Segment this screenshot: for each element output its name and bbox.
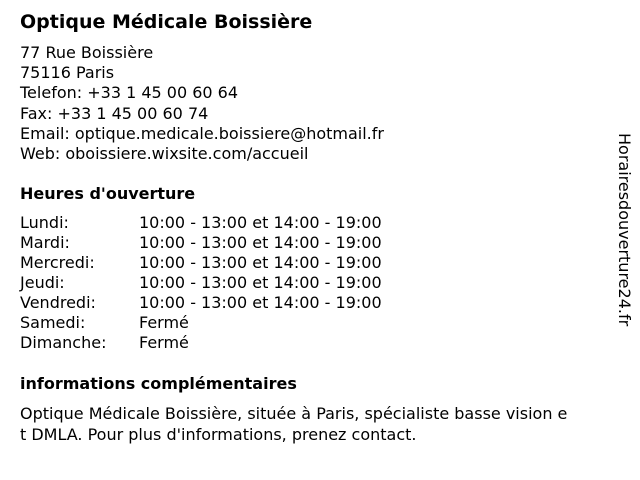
info-heading: informations complémentaires bbox=[20, 374, 297, 393]
business-name: Optique Médicale Boissière bbox=[20, 11, 313, 33]
website-link[interactable]: Web: oboissiere.wixsite.com/accueil bbox=[20, 143, 309, 163]
hours-row-wednesday bbox=[20, 253, 440, 273]
day-label: Vendredi: bbox=[20, 293, 96, 312]
info-text-line: Optique Médicale Boissière, située à Paris, spécialiste basse vision e bbox=[20, 404, 568, 423]
site-watermark: Horairesdouverture24.fr bbox=[615, 133, 634, 327]
day-label: Jeudi: bbox=[20, 273, 65, 292]
time-value: 10:00 - 13:00 et 14:00 - 19:00 bbox=[139, 233, 382, 252]
hours-row-tuesday bbox=[20, 233, 440, 253]
hours-row-sunday bbox=[20, 333, 440, 353]
fax-number: Fax: +33 1 45 00 60 74 bbox=[20, 103, 209, 123]
day-label: Lundi: bbox=[20, 213, 69, 232]
day-label: Mercredi: bbox=[20, 253, 95, 272]
info-description bbox=[20, 403, 620, 445]
time-value: Fermé bbox=[139, 333, 189, 352]
day-label: Dimanche: bbox=[20, 333, 107, 352]
time-value: 10:00 - 13:00 et 14:00 - 19:00 bbox=[139, 273, 382, 292]
time-value: 10:00 - 13:00 et 14:00 - 19:00 bbox=[139, 253, 382, 272]
hours-row-monday bbox=[20, 213, 440, 233]
time-value: 10:00 - 13:00 et 14:00 - 19:00 bbox=[139, 213, 382, 232]
day-label: Samedi: bbox=[20, 313, 86, 332]
email-address[interactable]: Email: optique.medicale.boissiere@hotmail.fr bbox=[20, 123, 384, 143]
time-value: 10:00 - 13:00 et 14:00 - 19:00 bbox=[139, 293, 382, 312]
time-value: Fermé bbox=[139, 313, 189, 332]
hours-row-friday bbox=[20, 293, 440, 313]
hours-row-thursday bbox=[20, 273, 440, 293]
day-label: Mardi: bbox=[20, 233, 70, 252]
info-text-line: t DMLA. Pour plus d'informations, prenez contact. bbox=[20, 425, 417, 444]
phone-number[interactable]: Telefon: +33 1 45 00 60 64 bbox=[20, 83, 239, 103]
opening-hours-table bbox=[20, 213, 440, 353]
hours-row-saturday bbox=[20, 313, 440, 333]
contact-block bbox=[20, 43, 384, 164]
hours-heading: Heures d'ouverture bbox=[20, 184, 196, 203]
address-city: 75116 Paris bbox=[20, 63, 115, 83]
address-street: 77 Rue Boissière bbox=[20, 43, 154, 62]
